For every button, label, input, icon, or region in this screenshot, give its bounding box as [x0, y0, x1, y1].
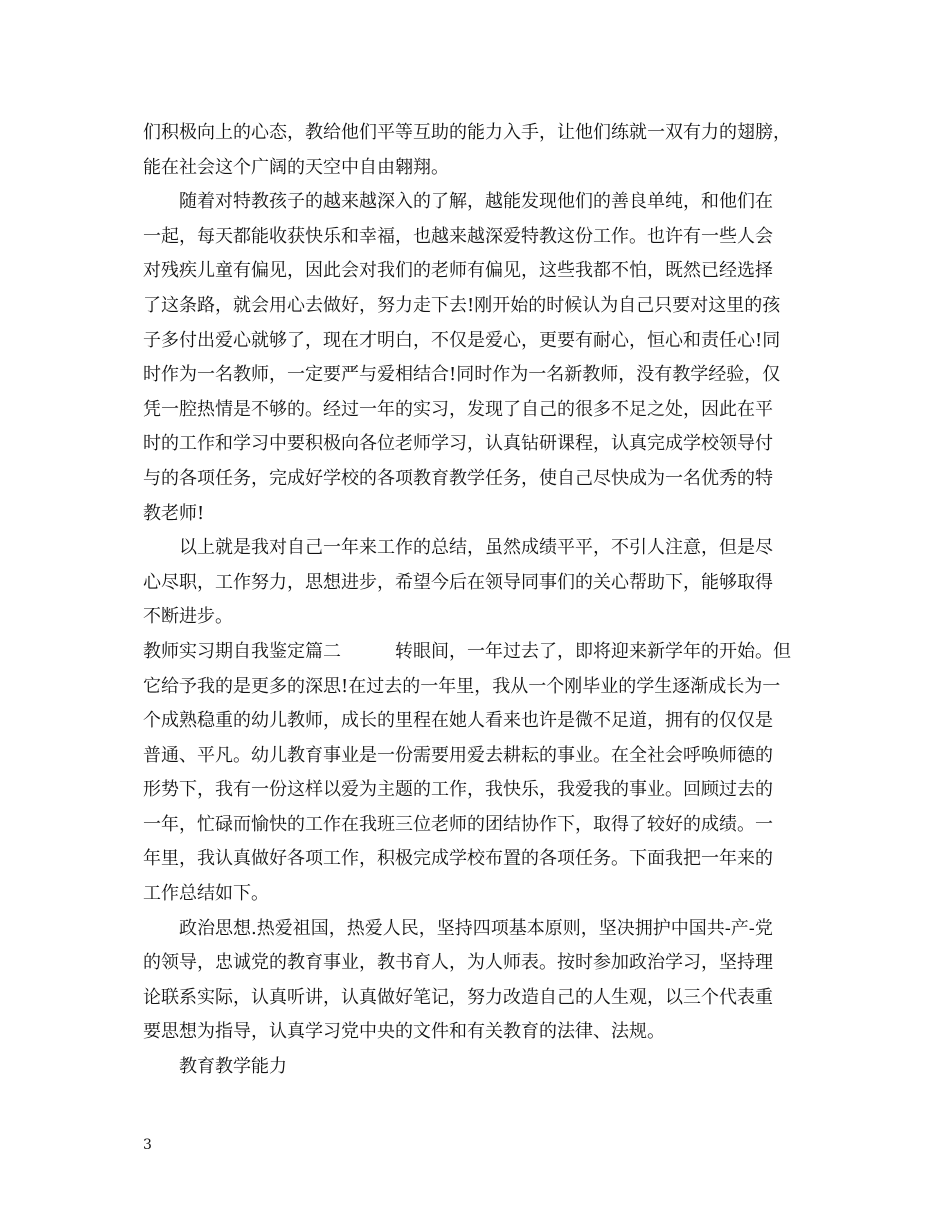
text-line: 能在社会这个广阔的天空中自由翱翔。: [143, 156, 449, 178]
text-line: 一起，每天都能收获快乐和幸福，也越来越深爱特教这份工作。也许有一些人会: [143, 225, 773, 247]
paragraph-start-line: 以上就是我对自己一年来工作的总结，虽然成绩平平，不引人注意，但是尽: [179, 537, 773, 559]
text-line: 一年，忙碌而愉快的工作在我班三位老师的团结协作下，取得了较好的成绩。一: [143, 813, 773, 835]
subheading-line: 教育教学能力: [179, 1056, 287, 1078]
text-line: 时作为一名教师，一定要严与爱相结合!同时作为一名新教师，没有教学经验，仅: [143, 364, 781, 386]
text-line: 要思想为指导，认真学习党中央的文件和有关教育的法律、法规。: [143, 1021, 665, 1043]
text-line: 形势下，我有一份这样以爱为主题的工作，我快乐，我爱我的事业。回顾过去的: [143, 779, 773, 801]
section-heading: 教师实习期自我鉴定篇二: [143, 640, 341, 662]
text-line: 对残疾儿童有偏见，因此会对我们的老师有偏见，这些我都不怕，既然已经选择: [143, 260, 773, 282]
paragraph-start-line: 随着对特教孩子的越来越深入的了解，越能发现他们的善良单纯，和他们在: [179, 191, 773, 213]
paragraph-start-line: 政治思想.热爱祖国，热爱人民，坚持四项基本原则，坚决拥护中国共-产-党: [179, 917, 773, 939]
text-line: 们积极向上的心态，教给他们平等互助的能力入手，让他们练就一双有力的翅膀，: [143, 122, 791, 143]
text-line: 不断进步。: [143, 606, 233, 628]
text-line: 教老师!: [143, 502, 205, 524]
text-line: 论联系实际，认真听讲，认真做好笔记，努力改造自己的人生观，以三个代表重: [143, 986, 773, 1008]
text-line: 普通、平凡。幼儿教育事业是一份需要用爱去耕耘的事业。在全社会呼唤师德的: [143, 744, 773, 766]
text-line: 的领导，忠诚党的教育事业，教书育人，为人师表。按时参加政治学习，坚持理: [143, 952, 773, 974]
text-line: 个成熟稳重的幼儿教师，成长的里程在她人看来也许是微不足道，拥有的仅仅是: [143, 710, 773, 732]
text-line: 年里，我认真做好各项工作，积极完成学校布置的各项任务。下面我把一年来的: [143, 848, 773, 870]
text-line: 了这条路，就会用心去做好，努力走下去!刚开始的时候认为自己只要对这里的孩: [143, 294, 781, 316]
section-lead-text: 转眼间，一年过去了，即将迎来新学年的开始。但: [395, 640, 791, 662]
section-heading-line: [143, 635, 807, 670]
text-line: 时的工作和学习中要积极向各位老师学习，认真钻研课程，认真完成学校领导付: [143, 433, 773, 455]
text-line: 子多付出爱心就够了，现在才明白，不仅是爱心，更要有耐心，恒心和责任心!同: [143, 329, 781, 351]
text-line: 工作总结如下。: [143, 883, 269, 905]
text-line: 它给予我的是更多的深思!在过去的一年里，我从一个刚毕业的学生逐渐成长为一: [143, 675, 781, 697]
text-line: 凭一腔热情是不够的。经过一年的实习，发现了自己的很多不足之处，因此在平: [143, 398, 773, 420]
text-line: 心尽职，工作努力，思想进步，希望今后在领导同事们的关心帮助下，能够取得: [143, 571, 773, 593]
text-line: 与的各项任务，完成好学校的各项教育教学任务，使自己尽快成为一名优秀的特: [143, 467, 773, 489]
document-body: [143, 116, 807, 1085]
page-number: 3: [143, 1137, 152, 1153]
